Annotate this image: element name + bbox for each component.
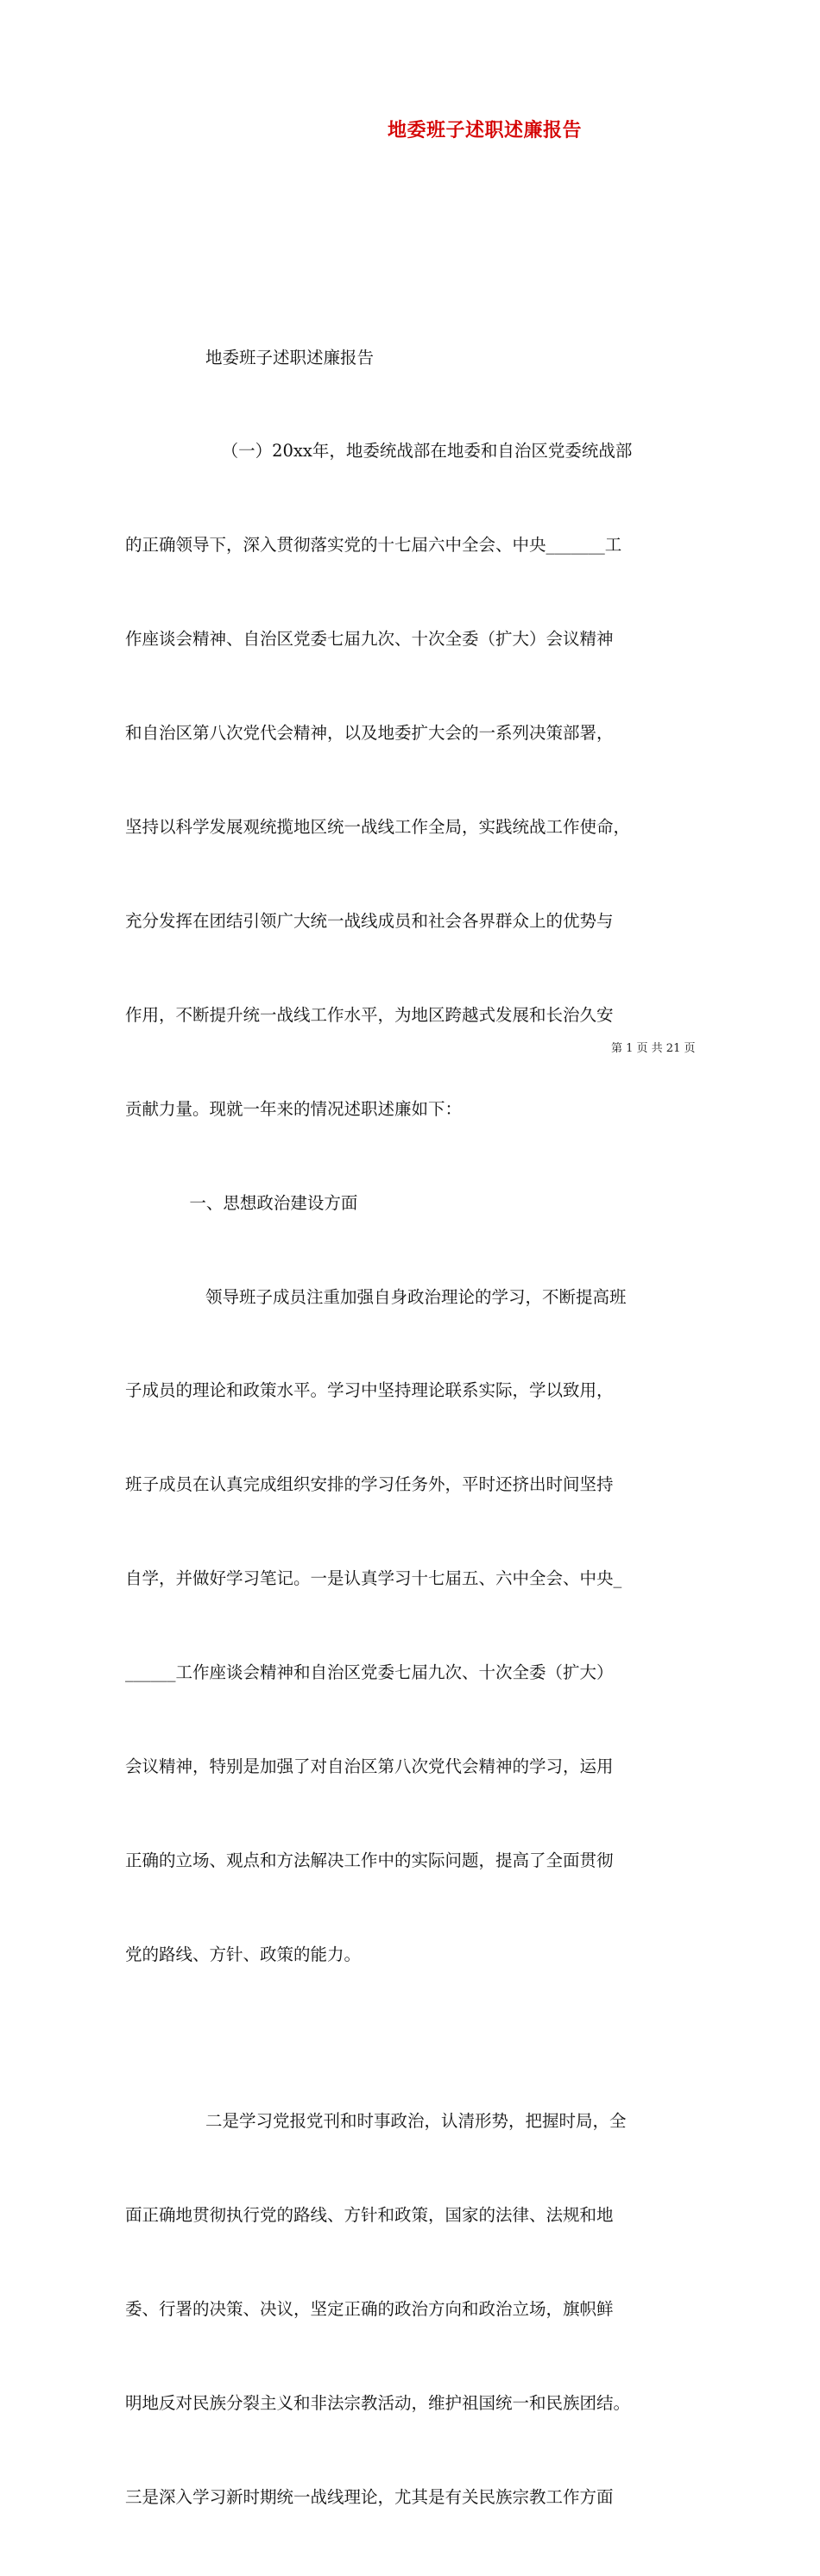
body-line: ______工作座谈会精神和自治区党委七届九次、十次全委（扩大） <box>125 1662 614 1683</box>
body-line: 班子成员在认真完成组织安排的学习任务外，平时还挤出时间坚持 <box>125 1474 614 1495</box>
page-footer: 第 1 页 共 21 页 <box>611 1042 696 1055</box>
document-title: 地委班子述职述廉报告 <box>388 119 583 141</box>
body-line: 坚持以科学发展观统揽地区统一战线工作全局，实践统战工作使命， <box>125 817 631 838</box>
section-heading: 一、思想政治建设方面 <box>125 1192 358 1213</box>
body-line: 作座谈会精神、自治区党委七届九次、十次全委（扩大）会议精神 <box>125 629 614 650</box>
body-line: 的正确领导下，深入贯彻落实党的十七届六中全会、中央_______工 <box>125 535 622 556</box>
body-line: 领导班子成员注重加强自身政治理论的学习，不断提高班 <box>125 1286 627 1307</box>
paragraph-gap <box>125 2033 721 2044</box>
body-line: 子成员的理论和政策水平。学习中坚持理论联系实际，学以致用， <box>125 1380 614 1401</box>
body-line: 委、行署的决策、决议，坚定正确的政治方向和政治立场，旗帜鲜 <box>125 2299 614 2319</box>
body-line: 充分发挥在团结引领广大统一战线成员和社会各界群众上的优势与 <box>125 910 614 931</box>
body-line: 二是学习党报党刊和时事政治，认清形势，把握时局，全 <box>125 2111 627 2132</box>
body-line: 和自治区第八次党代会精神，以及地委扩大会的一系列决策部署， <box>125 723 614 744</box>
body-line: 正确的立场、观点和方法解决工作中的实际问题，提高了全面贯彻 <box>125 1850 614 1870</box>
document-body <box>125 280 721 2576</box>
body-line: 党的路线、方针、政策的能力。 <box>125 1944 362 1964</box>
body-line: （一）20xx年，地委统战部在地委和自治区党委统战部 <box>125 441 633 462</box>
body-line: 作用，不断提升统一战线工作水平，为地区跨越式发展和长治久安 <box>125 1004 614 1025</box>
body-line: 面正确地贯彻执行党的路线、方针和政策，国家的法律、法规和地 <box>125 2205 614 2226</box>
body-line: 贡献力量。现就一年来的情况述职述廉如下： <box>125 1098 463 1119</box>
body-line: 三是深入学习新时期统一战线理论，尤其是有关民族宗教工作方面 <box>125 2486 614 2507</box>
body-line: 自学，并做好学习笔记。一是认真学习十七届五、六中全会、中央_ <box>125 1568 622 1589</box>
body-line: 会议精神，特别是加强了对自治区第八次党代会精神的学习，运用 <box>125 1756 614 1776</box>
body-line: 明地反对民族分裂主义和非法宗教活动，维护祖国统一和民族团结。 <box>125 2392 631 2413</box>
body-line: 地委班子述职述廉报告 <box>125 347 374 368</box>
